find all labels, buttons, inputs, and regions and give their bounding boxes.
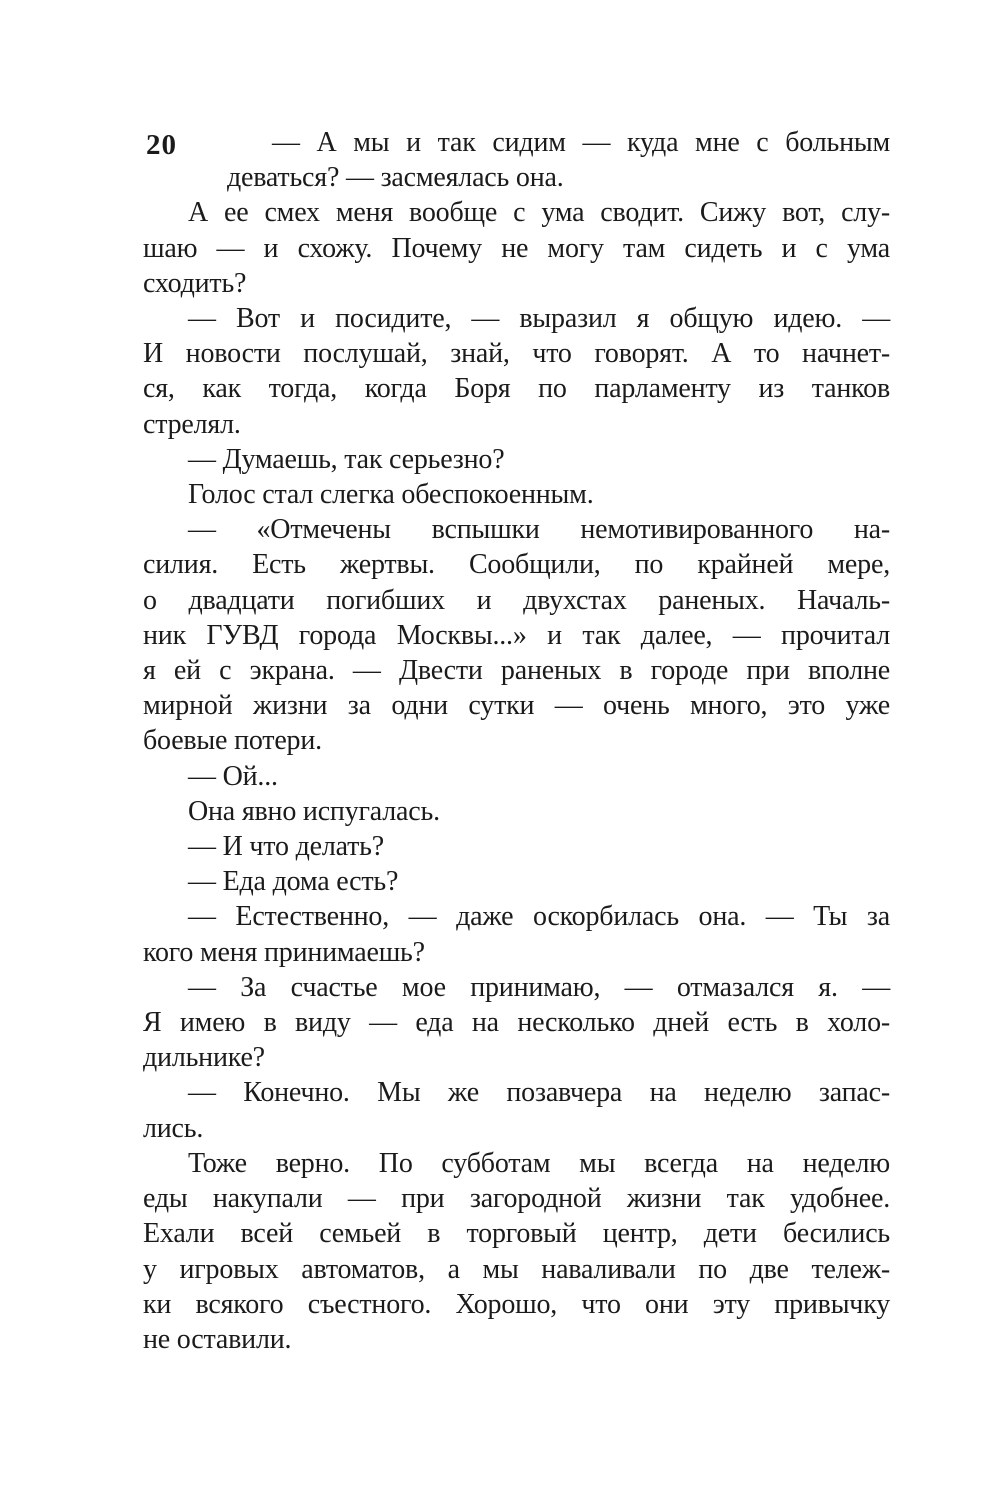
text-line: — Думаешь, так серьезно? <box>188 443 505 475</box>
text-line: у игровых автоматов, а мы наваливали по две тележ- <box>143 1253 890 1285</box>
text-line: еды накупали — при загородной жизни так удобнее. <box>143 1183 890 1215</box>
paragraph <box>143 864 890 899</box>
text-line: — Ой... <box>188 760 278 792</box>
text-line: — Вот и посидите, — выразил я общую идею. — <box>188 303 890 335</box>
paragraph <box>227 125 890 195</box>
text-line: ки всякого съестного. Хорошо, что они эту привычку <box>143 1288 890 1320</box>
text-line: дильнике? <box>143 1042 265 1074</box>
text-line: сходить? <box>143 267 247 299</box>
paragraph <box>143 759 890 794</box>
paragraph <box>143 301 890 442</box>
text-line: — А мы и так сидим — куда мне с больным <box>272 127 890 158</box>
text-line: А ее смех меня вообще с ума сводит. Сижу вот, слу- <box>188 197 890 229</box>
text-line: я ей с экрана. — Двести раненых в городе при вполне <box>143 655 890 687</box>
text-line: ник ГУВД города Москвы...» и так далее, — прочитал <box>143 619 890 651</box>
text-line: Она явно испугалась. <box>188 795 440 827</box>
paragraph <box>143 195 890 301</box>
paragraph <box>143 899 890 969</box>
paragraph <box>143 1146 890 1357</box>
text-line: Голос стал слегка обеспокоенным. <box>188 479 594 511</box>
text-line: ся, как тогда, когда Боря по парламенту из танков <box>143 373 890 405</box>
text-line: — «Отмечены вспышки немотивированного на- <box>188 514 890 546</box>
text-line: силия. Есть жертвы. Сообщили, по крайней мере, <box>143 549 890 581</box>
text-line: шаю — и схожу. Почему не могу там сидеть и с ума <box>143 232 890 264</box>
text-line: деваться? — засмеялась она. <box>227 162 564 194</box>
text-line: — Естественно, — даже оскорбилась она. — Ты за <box>188 901 890 933</box>
text-line: о двадцати погибших и двухстах раненых. Началь- <box>143 584 890 616</box>
page-text <box>143 125 890 1357</box>
paragraph <box>143 512 890 758</box>
text-line: лись. <box>143 1112 204 1144</box>
text-line: стрелял. <box>143 408 241 440</box>
text-line: Я имею в виду — еда на несколько дней есть в холо- <box>143 1007 890 1039</box>
page-number: 20 <box>146 129 177 161</box>
text-line: — И что делать? <box>188 831 384 863</box>
text-line: — Конечно. Мы же позавчера на неделю запас- <box>188 1077 890 1109</box>
paragraph <box>143 970 890 1076</box>
text-line: боевые потери. <box>143 725 322 757</box>
text-line: не оставили. <box>143 1323 292 1355</box>
paragraph <box>143 829 890 864</box>
text-line: И новости послушай, знай, что говорят. А то начнет- <box>143 338 890 370</box>
text-line: Ехали всей семьей в торговый центр, дети бесились <box>143 1218 890 1250</box>
text-line: мирной жизни за одни сутки — очень много, это уже <box>143 690 890 722</box>
paragraph <box>143 477 890 512</box>
text-line: Тоже верно. По субботам мы всегда на неделю <box>188 1147 890 1179</box>
paragraph <box>143 794 890 829</box>
text-line: — За счастье мое принимаю, — отмазался я. — <box>188 971 890 1003</box>
paragraph <box>143 442 890 477</box>
paragraph <box>143 1075 890 1145</box>
text-line: кого меня принимаешь? <box>143 936 425 968</box>
text-line: — Еда дома есть? <box>188 866 399 898</box>
